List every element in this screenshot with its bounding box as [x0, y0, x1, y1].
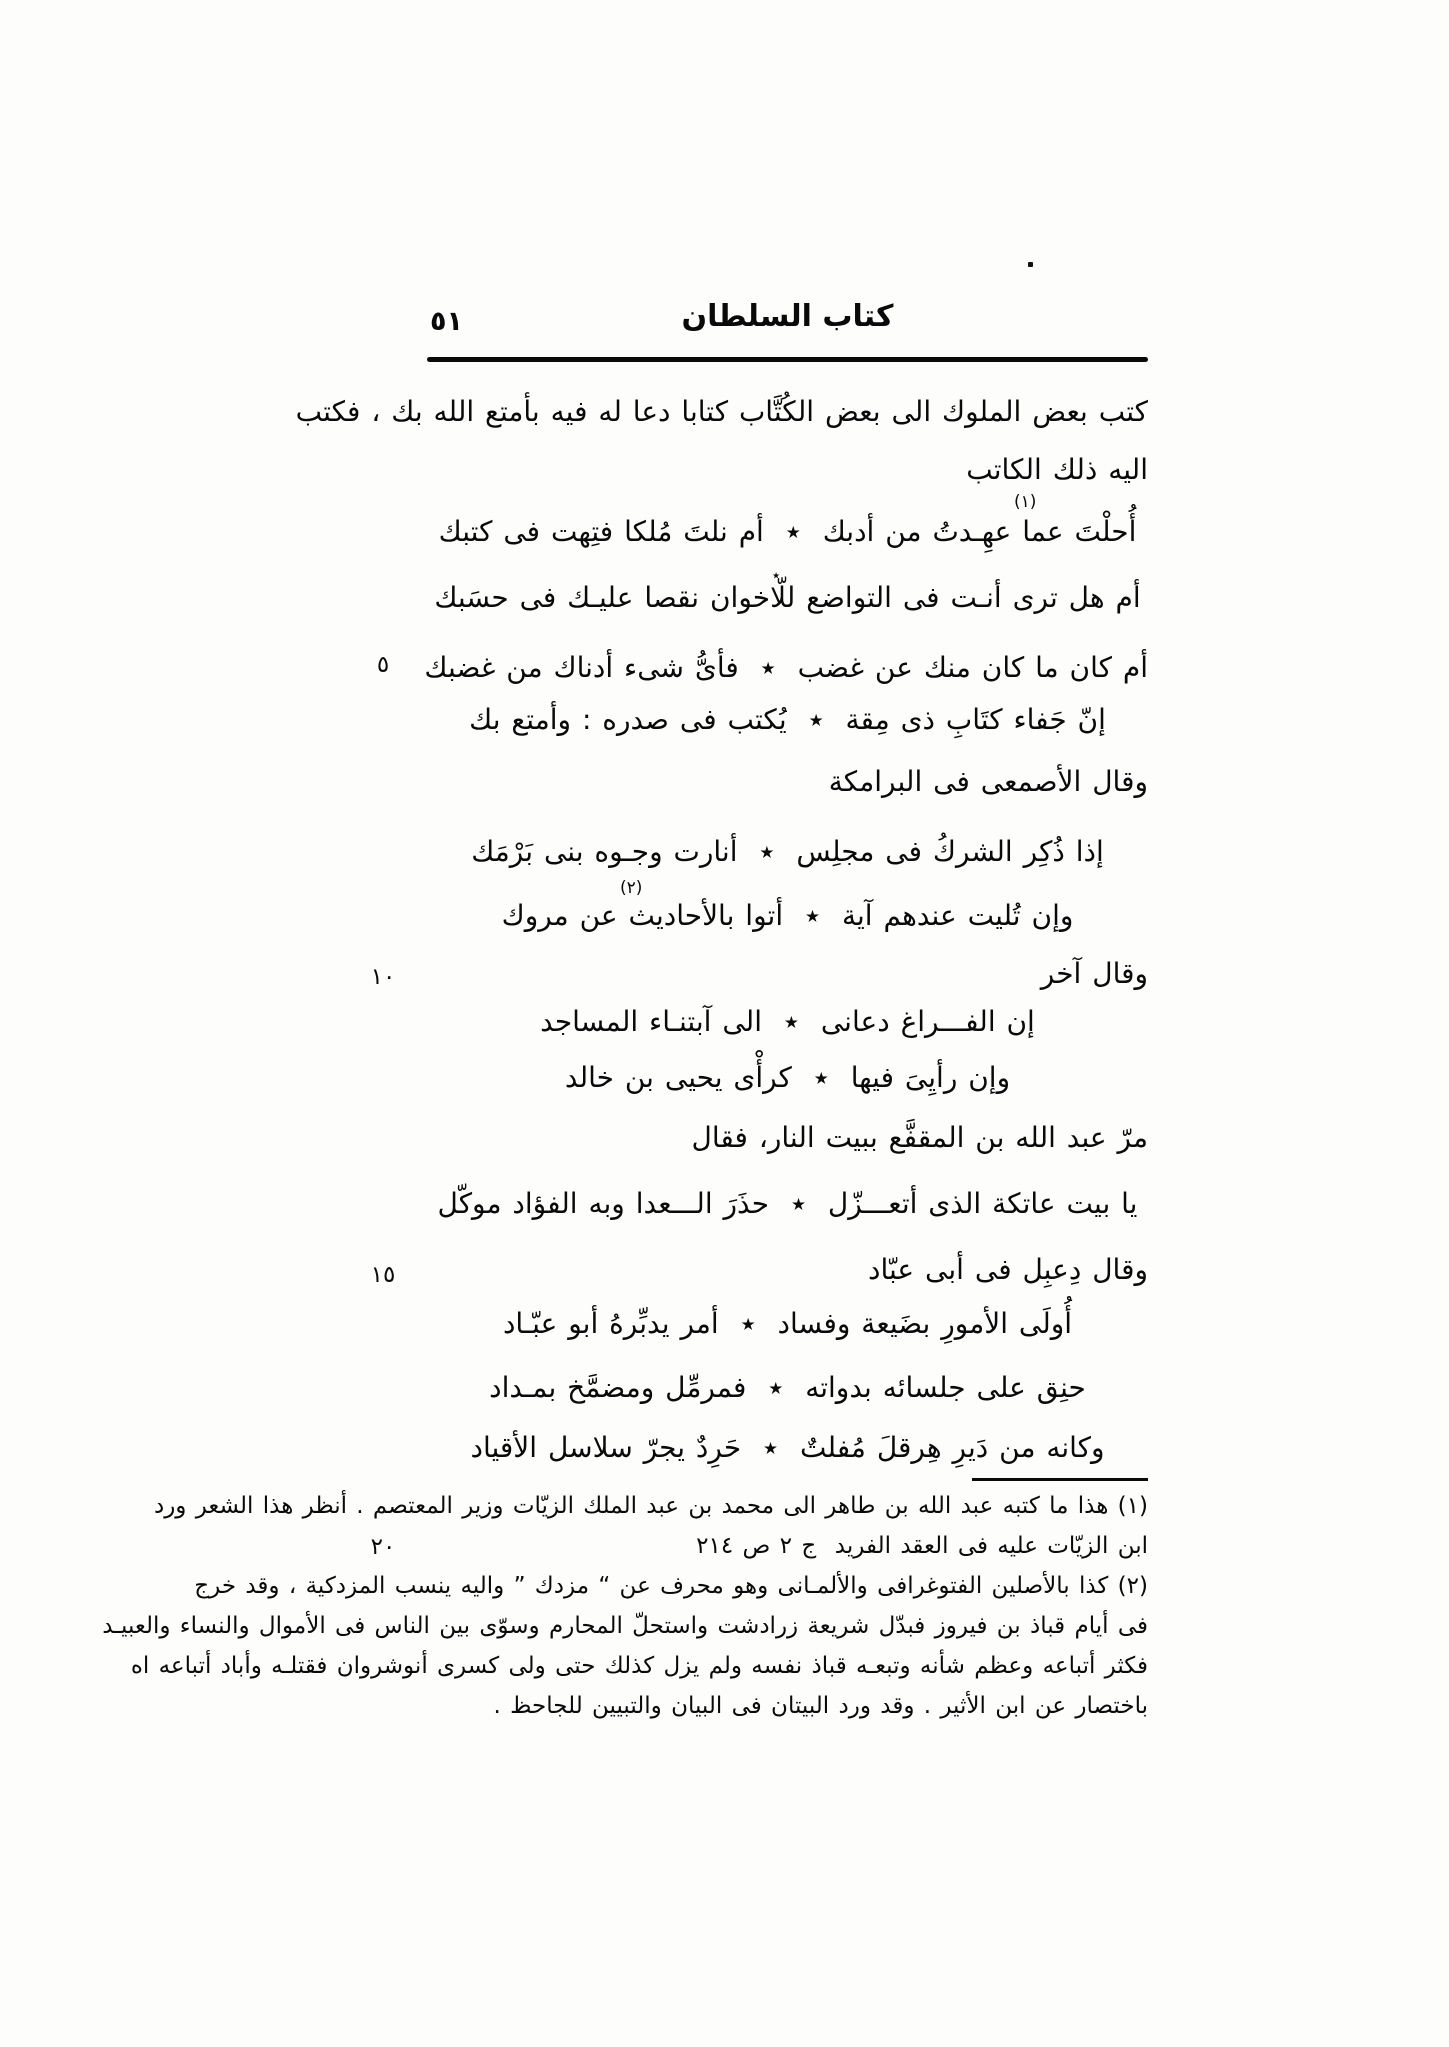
poem3-verse-2: وإن رأيِىَ فيها ٭ كرأْى يحيى بن خالد [564, 1061, 1011, 1094]
tadwir-star-mark: ٭ [772, 566, 781, 584]
section-heading-dibil: وقال دِعبِل فى أبى عبّاد [867, 1253, 1148, 1286]
footnote-separator [972, 1478, 1148, 1481]
footnote-ref-1-marker: (١) [1014, 492, 1037, 512]
ink-speck [1028, 262, 1033, 267]
running-title: كتاب السلطان [681, 299, 894, 334]
footnote-ref-2-marker: (٢) [620, 878, 643, 898]
intro-line-1: كتب بعض الملوك الى بعض الكُتَّاب كتابا دعا له فيه بأمتع الله بك ، فكتب [295, 395, 1148, 428]
poem2-verse-2: وإن تُليت عندهم آية ٭ أتوا بالأحاديث عن مروك [501, 899, 1074, 932]
section-heading-asmai: وقال الأصمعى فى البرامكة [828, 765, 1148, 798]
poem4-verse-1: يا بيت عاتكة الذى أتعـــزّل ٭ حذَرَ الـــعدا وبه الفؤاد موكّل [437, 1187, 1138, 1220]
footnote2-line-3: فكثر أتباعه وعظم شأنه وتبعـه قباذ نفسه ولم يزل كذلك حتى ولى كسرى أنوشروان فقتلـه وأباد أتباعه اه [130, 1653, 1148, 1679]
margin-line-number-15: ١٥ [370, 1262, 396, 1288]
poem5-verse-3: وكانه من دَيرِ هِرقلَ مُفلتٌ ٭ حَرِدٌ يجرّ سلاسل الأقياد [470, 1431, 1105, 1464]
poem1-verse-2: أم هل ترى أنـت فى التواضع للّاخوان نقصا عليـك فى حسَبك [434, 581, 1141, 614]
footnote1-line-2: ابن الزيّات عليه فى العقد الفريد ج ٢ ص ٢١٤ [696, 1533, 1148, 1559]
prose-muqaffa: مرّ عبد الله بن المقفَّع ببيت النار، فقال [691, 1121, 1148, 1154]
footnote2-line-4: باختصار عن ابن الأثير . وقد ورد البيتان فى البيان والتبيين للجاحظ . [493, 1693, 1148, 1719]
margin-line-number-20: ٢٠ [370, 1534, 396, 1560]
poem5-verse-1: أُولَى الأمورِ بضَيعة وفساد ٭ أمر يدبِّرهُ أبو عبّـاد [502, 1307, 1073, 1340]
footnote1-line-1: (١) هذا ما كتبه عبد الله بن طاهر الى محمد بن عبد الملك الزيّات وزير المعتصم . أنظر هذا الشعر ورد [153, 1493, 1148, 1519]
poem1-verse-4: إنّ جَفاء كتَابِ ذى مِقة ٭ يُكتب فى صدره : وأمتع بك [469, 703, 1106, 736]
footnote2-line-2: فى أيام قباذ بن فيروز فبدّل شريعة زرادشت واستحلّ المحارم وسوّى بين الناس فى الأموال والنساء والعبيـد [102, 1613, 1148, 1639]
poem2-verse-1: إذا ذُكِر الشركُ فى مجلِس ٭ أنارت وجـوه بنى بَرْمَك [471, 835, 1104, 868]
poem1-verse-1: أُحلْتَ عما عهِـدتُ من أدبك ٭ أم نلتَ مُلكا فتِهت فى كتبك [438, 515, 1137, 548]
intro-line-2: اليه ذلك الكاتب [966, 453, 1148, 486]
margin-line-number-10: ١٠ [370, 964, 396, 990]
poem3-verse-1: إن الفـــراغ دعانى ٭ الى آبتنـاء المساجد [540, 1005, 1035, 1038]
poem5-verse-2: حنِق على جلسائه بدواته ٭ فمرمِّل ومضمَّخ بمـداد [489, 1371, 1086, 1404]
footnote2-line-1: (٢) كذا بالأصلين الفتوغرافى والألمـانى وهو محرف عن “ مزدك ” واليه ينسب المزدكية ، وقد خرج [194, 1573, 1148, 1599]
poem1-verse-3: أم كان ما كان منك عن غضب ٭ فأىُّ شىء أدناك من غضبك [424, 651, 1148, 684]
header-rule [427, 357, 1148, 362]
section-heading-other-poet: وقال آخر [1040, 957, 1148, 990]
page-number: ٥١ [430, 306, 463, 337]
margin-line-number-5: ٥ [376, 652, 390, 678]
